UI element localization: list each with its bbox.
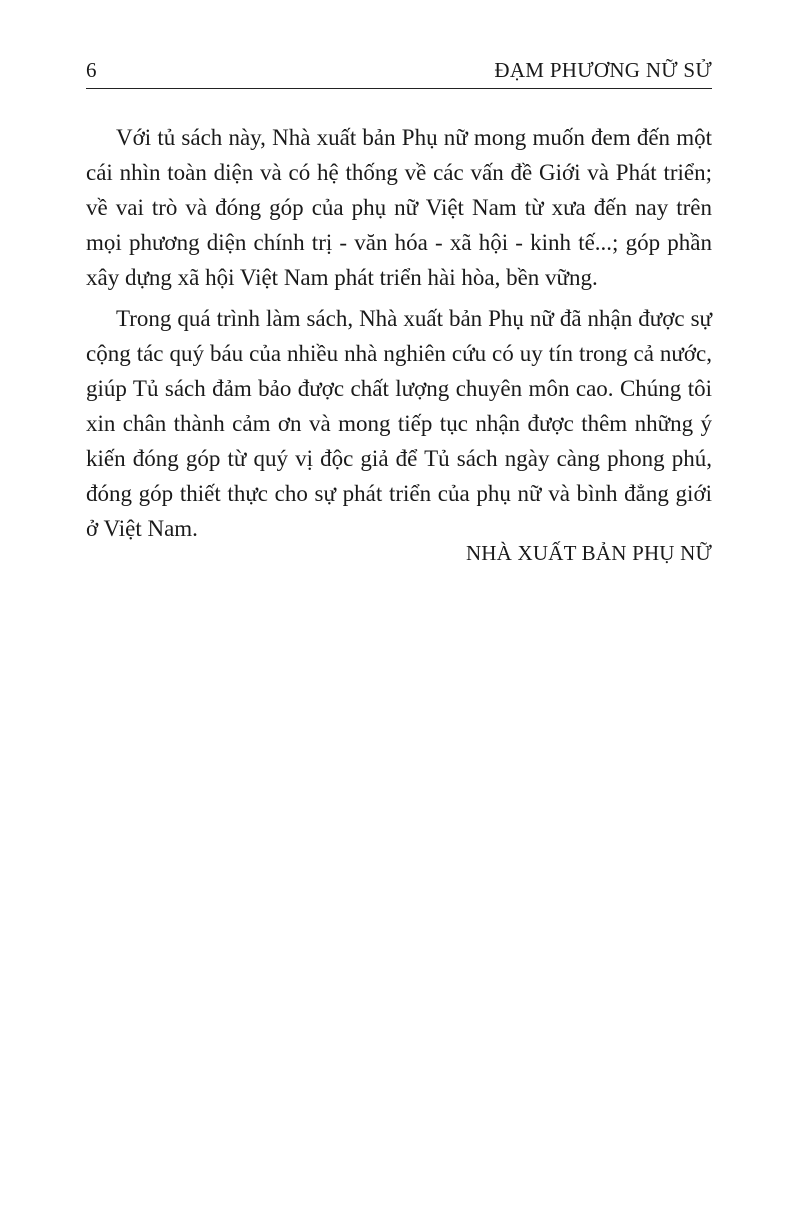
paragraph-line: giúp Tủ sách đảm bảo được chất lượng chuyên môn cao. Chúng tôi xyxy=(86,376,712,401)
paragraph-line: mọi phương diện chính trị - văn hóa - xã hội - kinh tế...; góp phần xyxy=(86,230,712,255)
book-title: ĐẠM PHƯƠNG NỮ SỬ xyxy=(494,58,712,82)
paragraph-1 xyxy=(86,120,712,295)
paragraph-line: cái nhìn toàn diện và có hệ thống về các vấn đề Giới và Phát triển; xyxy=(86,160,712,185)
paragraph-line: đóng góp thiết thực cho sự phát triển của phụ nữ và bình đẳng giới xyxy=(86,481,712,506)
paragraph-line: xin chân thành cảm ơn và mong tiếp tục nhận được thêm những ý xyxy=(86,411,712,436)
paragraph-2 xyxy=(86,301,712,546)
paragraph-line: kiến đóng góp từ quý vị độc giả để Tủ sách ngày càng phong phú, xyxy=(86,446,712,471)
body-text xyxy=(86,120,712,552)
publisher-signature: NHÀ XUẤT BẢN PHỤ NỮ xyxy=(465,541,712,565)
page-number: 6 xyxy=(86,58,97,82)
paragraph-line: Với tủ sách này, Nhà xuất bản Phụ nữ mong muốn đem đến một xyxy=(116,125,712,150)
paragraph-line: cộng tác quý báu của nhiều nhà nghiên cứu có uy tín trong cả nước, xyxy=(86,341,712,366)
paragraph-line: xây dựng xã hội Việt Nam phát triển hài hòa, bền vững. xyxy=(86,265,598,290)
paragraph-line: ở Việt Nam. xyxy=(86,516,198,541)
paragraph-line: về vai trò và đóng góp của phụ nữ Việt Nam từ xưa đến nay trên xyxy=(86,195,712,220)
paragraph-line: Trong quá trình làm sách, Nhà xuất bản Phụ nữ đã nhận được sự xyxy=(116,306,712,331)
running-header xyxy=(86,52,712,89)
